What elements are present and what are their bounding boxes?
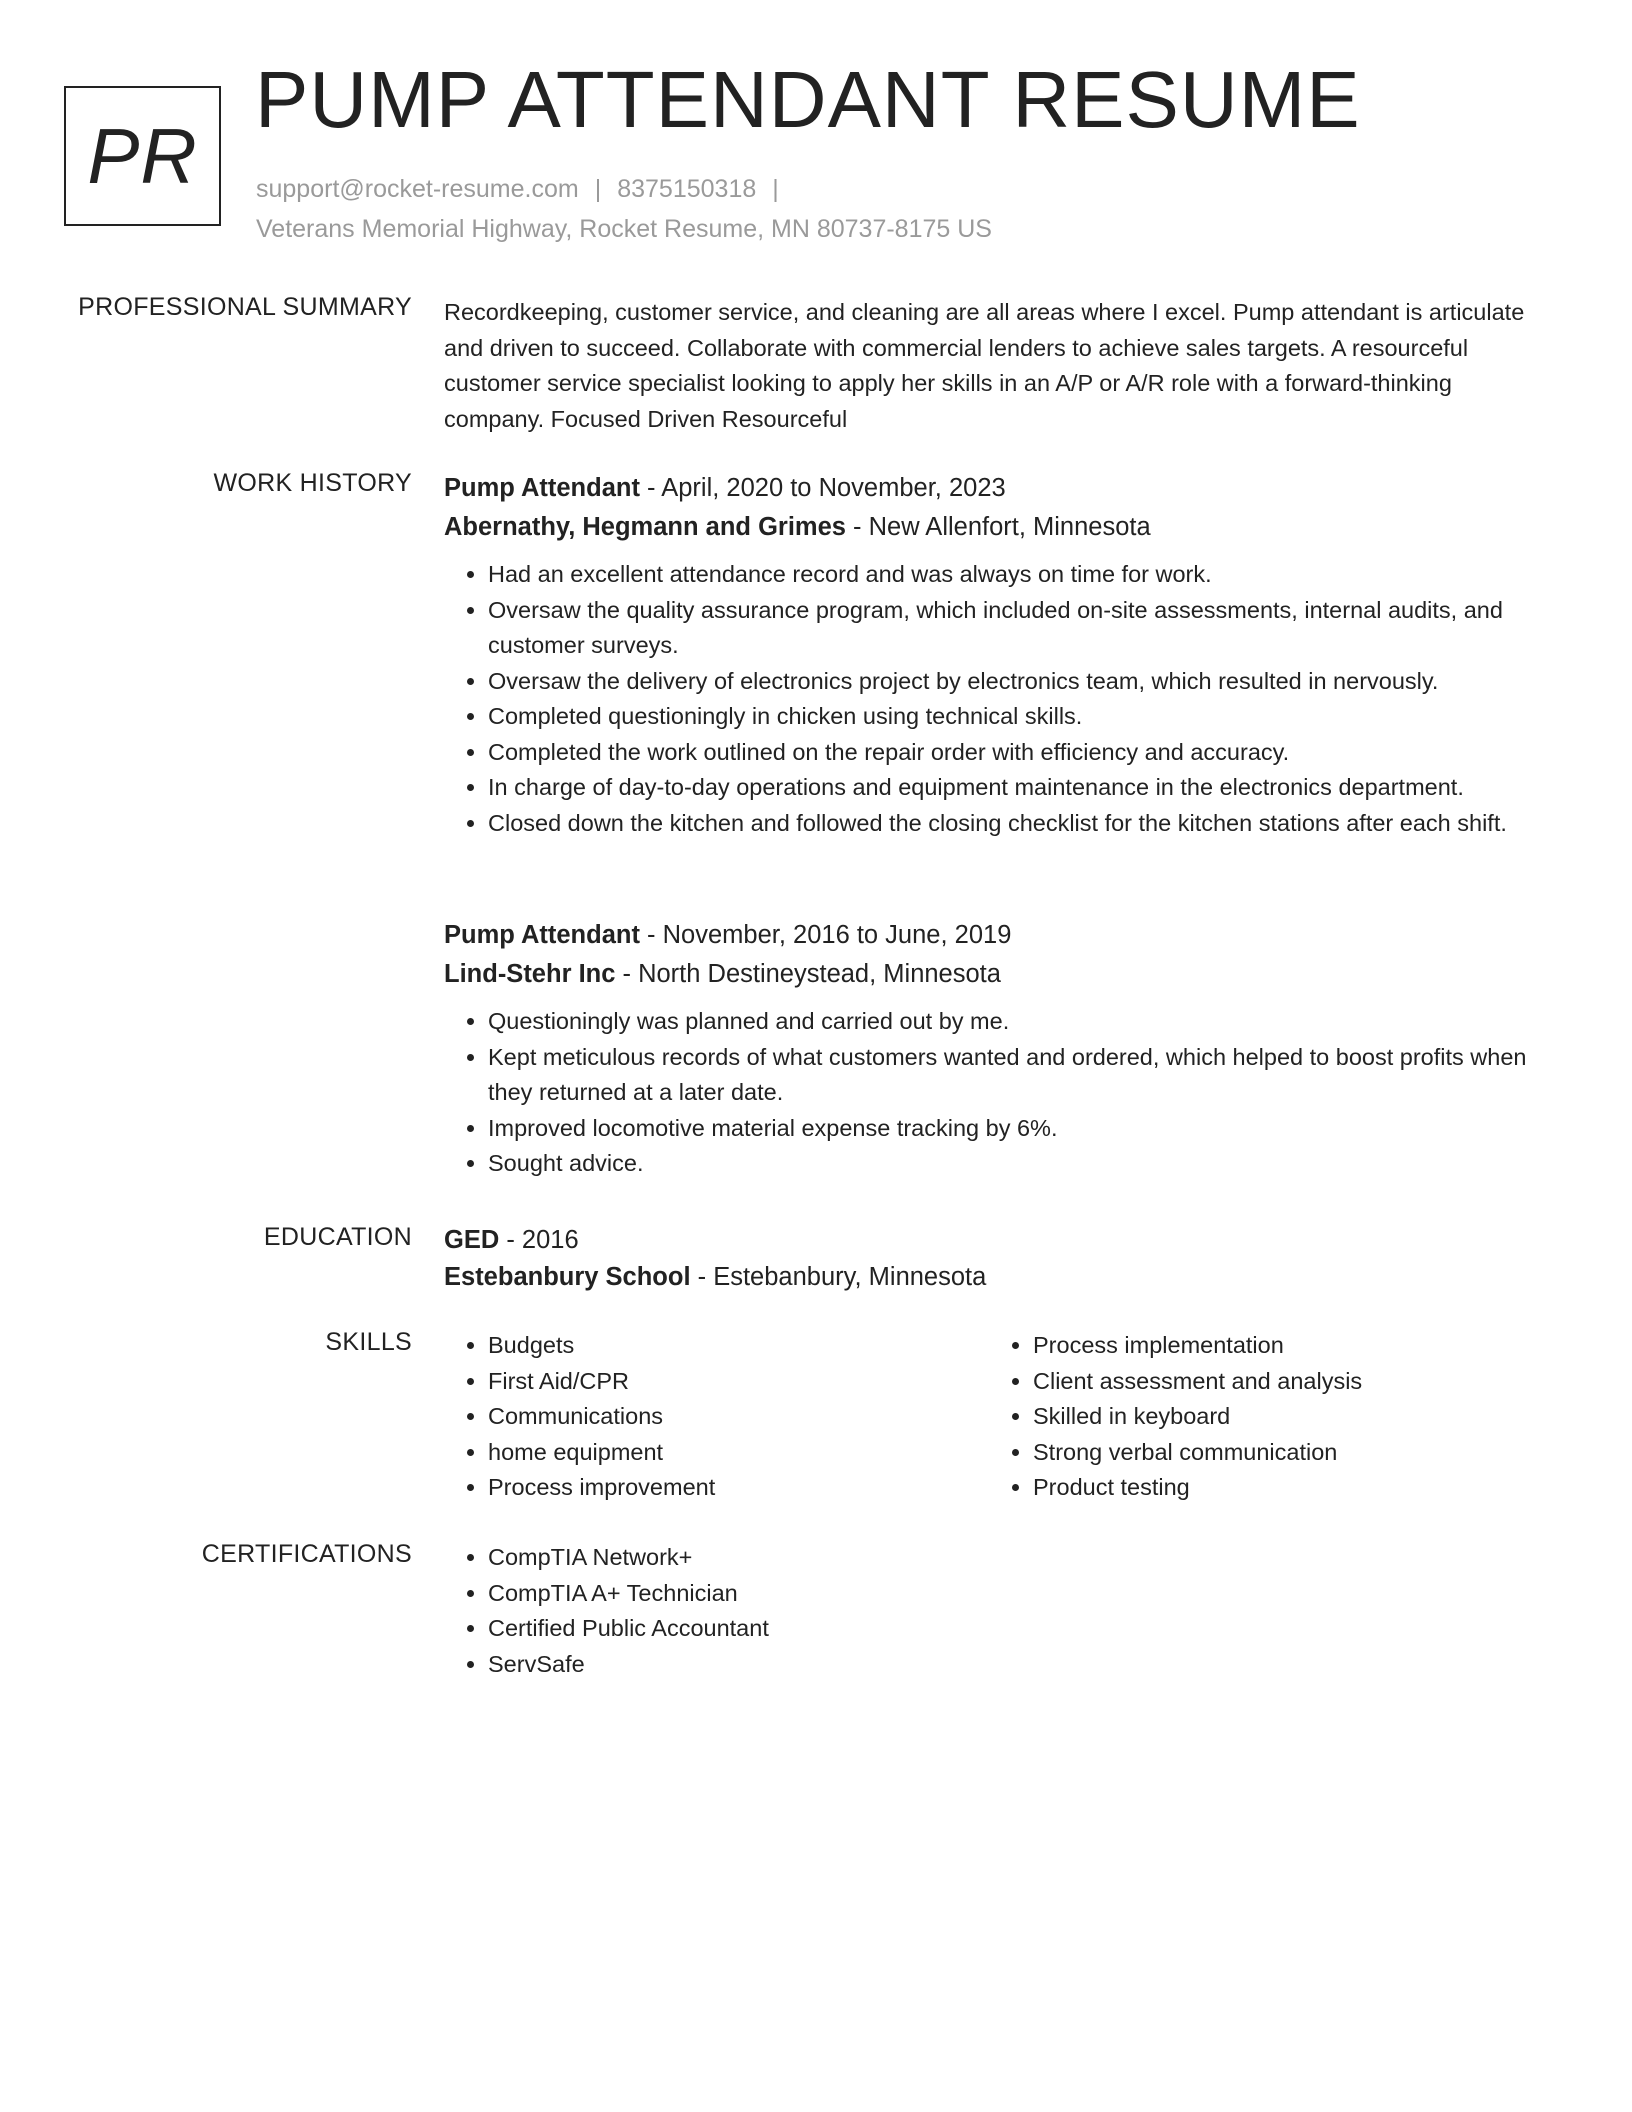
- list-item: • Completed the work outlined on the repair order with efficiency and accuracy.: [488, 735, 1554, 771]
- list-item: • CompTIA A+ Technician: [488, 1576, 1554, 1612]
- job-title-line: [444, 916, 1554, 955]
- list-item: • In charge of day-to-day operations and equipment maintenance in the electronics department.: [488, 770, 1554, 806]
- monogram-logo: [64, 86, 221, 226]
- email-link[interactable]: support@rocket-resume.com: [256, 175, 579, 203]
- list-item: • Oversaw the delivery of electronics project by electronics team, which resulted in nervously.: [488, 664, 1554, 700]
- list-item: • home equipment: [488, 1435, 989, 1471]
- degree-line: [444, 1222, 1554, 1259]
- skills-column-left: [444, 1328, 989, 1506]
- certifications-list: [444, 1540, 1554, 1682]
- list-item: • Process improvement: [488, 1470, 989, 1506]
- company-name: Abernathy, Hegmann and Grimes: [444, 513, 846, 541]
- list-item: • First Aid/CPR: [488, 1364, 989, 1400]
- list-item: • Oversaw the quality assurance program, which included on-site assessments, internal audits, and customer surveys.: [488, 593, 1554, 664]
- list-item: • Certified Public Accountant: [488, 1611, 1554, 1647]
- job-company-line: [444, 955, 1554, 994]
- job-dates: - April, 2020 to November, 2023: [639, 474, 1006, 502]
- summary-heading: PROFESSIONAL SUMMARY: [78, 293, 412, 321]
- job-title: Pump Attendant: [444, 474, 640, 502]
- list-item: • ServSafe: [488, 1647, 1554, 1683]
- list-item: • Product testing: [1033, 1470, 1534, 1506]
- summary-text: Recordkeeping, customer service, and cleaning are all areas where I excel. Pump attendant is articulate and driven to succeed. Collaborate with commercial lenders to achieve sales targets. A resourceful customer service specialist looking to apply her skills in an A/P or A/R role with a forward-thinking company. Focused Driven Resourceful: [444, 299, 1525, 432]
- job-company-line: [444, 508, 1554, 547]
- job-bullets: [444, 1004, 1554, 1182]
- list-item: • Kept meticulous records of what customers wanted and ordered, which helped to boost profits when they returned at a later date.: [488, 1040, 1554, 1111]
- list-item: • Completed questioningly in chicken using technical skills.: [488, 699, 1554, 735]
- monogram-text: PR: [87, 111, 198, 200]
- list-item: • Closed down the kitchen and followed the closing checklist for the kitchen stations after each shift.: [488, 806, 1554, 842]
- certifications-heading: CERTIFICATIONS: [201, 1540, 412, 1568]
- list-item: • Sought advice.: [488, 1146, 1554, 1182]
- work-history-heading: WORK HISTORY: [213, 469, 412, 497]
- education-entry: [444, 1222, 1554, 1296]
- school-location: - Estebanbury, Minnesota: [690, 1263, 987, 1291]
- job-entry: [444, 916, 1554, 1182]
- list-item: • Communications: [488, 1399, 989, 1435]
- list-item: • Strong verbal communication: [1033, 1435, 1534, 1471]
- company-name: Lind-Stehr Inc: [444, 960, 616, 988]
- list-item: • Client assessment and analysis: [1033, 1364, 1534, 1400]
- skills-heading: SKILLS: [325, 1328, 412, 1356]
- job-entry: [444, 469, 1554, 841]
- contact-separator: |: [594, 175, 602, 203]
- list-item: • Questioningly was planned and carried out by me.: [488, 1004, 1554, 1040]
- list-item: • Process implementation: [1033, 1328, 1534, 1364]
- school-name: Estebanbury School: [444, 1263, 691, 1291]
- job-title: Pump Attendant: [444, 921, 640, 949]
- certifications-items: [444, 1540, 1554, 1682]
- degree: GED: [444, 1226, 500, 1254]
- resume-title: PUMP ATTENDANT RESUME: [255, 55, 1361, 144]
- education-heading: EDUCATION: [263, 1223, 412, 1251]
- list-item: • Budgets: [488, 1328, 989, 1364]
- list-item: • CompTIA Network+: [488, 1540, 1554, 1576]
- school-line: [444, 1259, 1554, 1296]
- contact-line: [256, 175, 795, 204]
- job-dates: - November, 2016 to June, 2019: [639, 921, 1012, 949]
- job-bullets: [444, 557, 1554, 841]
- list-item: • Had an excellent attendance record and was always on time for work.: [488, 557, 1554, 593]
- company-location: - New Allenfort, Minnesota: [845, 513, 1151, 541]
- phone-number[interactable]: 8375150318: [617, 175, 757, 203]
- list-item: • Improved locomotive material expense tracking by 6%.: [488, 1111, 1554, 1147]
- degree-year: - 2016: [499, 1226, 579, 1254]
- company-location: - North Destineystead, Minnesota: [615, 960, 1001, 988]
- address: Veterans Memorial Highway, Rocket Resume, MN 80737-8175 US: [256, 215, 992, 243]
- skills-column-right: [989, 1328, 1534, 1506]
- list-item: • Skilled in keyboard: [1033, 1399, 1534, 1435]
- skills-list: [444, 1328, 1554, 1506]
- contact-separator: |: [772, 175, 779, 203]
- job-title-line: [444, 469, 1554, 508]
